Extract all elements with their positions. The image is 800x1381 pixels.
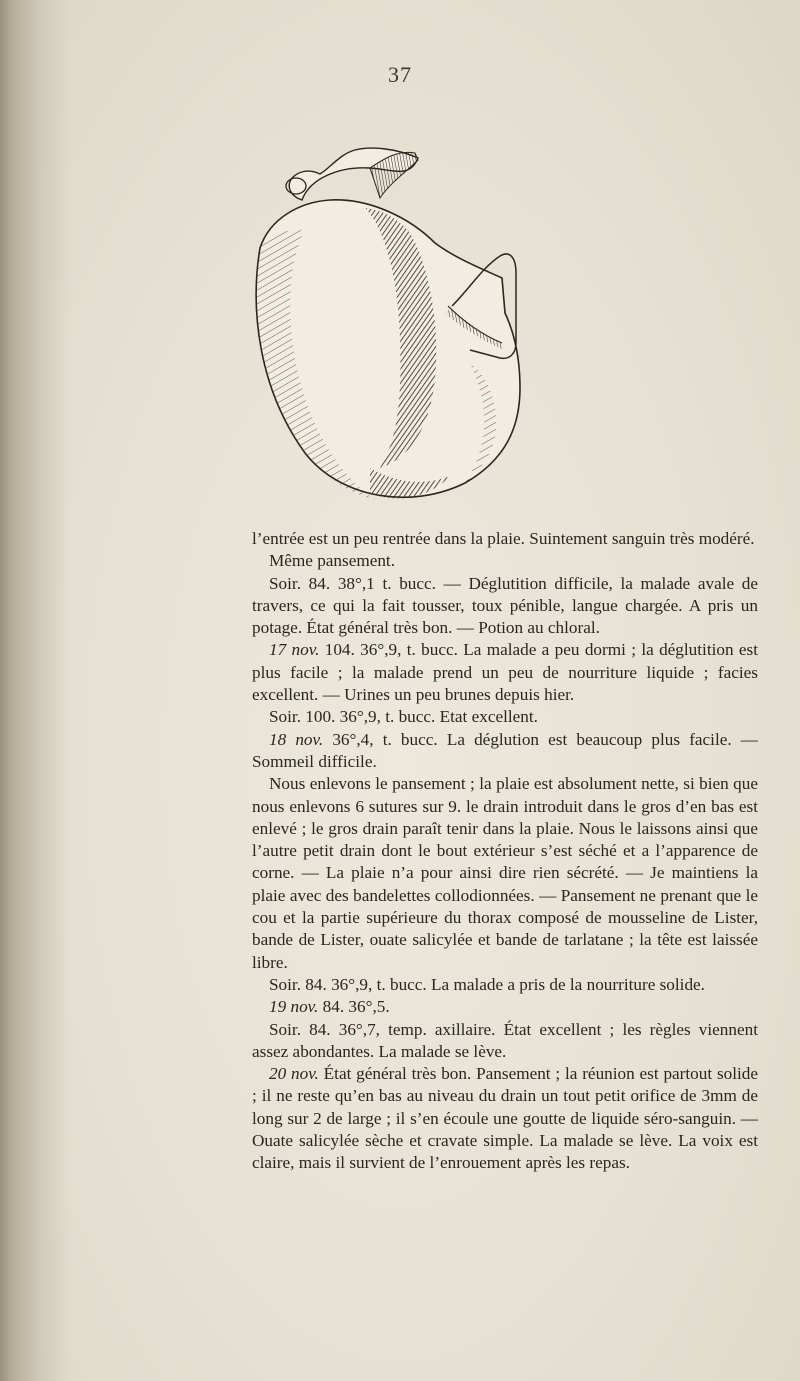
paragraph: [252, 996, 758, 1018]
date-label: 18 nov.: [269, 729, 324, 749]
paragraph: [252, 1063, 758, 1174]
paragraph-text: l’entrée est un peu rentrée dans la plaie. Suintement sanguin très modéré.: [252, 529, 755, 548]
body-text: [252, 528, 758, 1175]
paragraph: [252, 573, 758, 640]
paragraph: [252, 550, 758, 572]
paragraph-text: Soir. 100. 36°,9, t. bucc. Etat excellent.: [269, 707, 538, 727]
paragraph: [252, 706, 758, 728]
paragraph-text: Soir. 84. 36°,9, t. bucc. La malade a pris de la nourriture solide.: [269, 974, 705, 994]
paragraph: [252, 1019, 758, 1064]
paragraph: [252, 974, 758, 996]
paragraph: [252, 528, 758, 550]
paragraph: [252, 639, 758, 706]
paragraph-text: Nous enlevons le pansement ; la plaie est absolument nette, si bien que nous enlevons 6 sutures sur 9. le drain introduit dans le gros d’en bas est enlevé ; le gros drain paraît tenir dans la plaie. Nous le laissons ainsi que l’autre petit drain dont le bout extérieur s’est séché et a l’apparence de corne. — La plaie n’a pour ainsi dire rien sécrété. — Je maintiens la plaie avec des bandelettes collodionnées. — Pansement ne prenant que le cou et la partie supérieure du thorax composé de mousseline de Lister, bande de Lister, ouate salicylée et bande de tarlatane ; la tête est laissée libre.: [252, 774, 758, 972]
anatomical-drawing-icon: [220, 138, 540, 518]
paragraph-text: 84. 36°,5.: [318, 997, 390, 1017]
paragraph-text: 104. 36°,9, t. bucc. La malade a peu dormi ; la déglutition est plus facile ; la malade prend un peu de nourriture liquide ; facies excellent. — Urines un peu brunes depuis hier.: [252, 640, 758, 705]
page-edge-shadow: [0, 0, 70, 1381]
paragraph-text: Soir. 84. 36°,7, temp. axillaire. État excellent ; les règles viennent assez abondantes. La malade se lève.: [252, 1019, 758, 1061]
paragraph-text: État général très bon. Pansement ; la réunion est partout solide ; il ne reste qu’en bas au niveau du drain un tout petit orifice de 3mm de long sur 2 de large ; il s’en écoule une goutte de liquide séro-sanguin. — Ouate salicylée sèche et cravate simple. La malade se lève. La voix est claire, mais il survient de l’enrouement après les repas.: [252, 1064, 759, 1173]
date-label: 20 nov.: [269, 1064, 319, 1084]
page-number: 37: [388, 62, 412, 87]
paragraph-text: Soir. 84. 38°,1 t. bucc. — Déglutition difficile, la malade avale de travers, ce qui la fait tousser, toux pénible, langue chargée. A pris un potage. État général très bon. — Potion au chloral.: [252, 573, 758, 638]
paragraph-text: Même pansement.: [269, 551, 396, 571]
date-label: 17 nov.: [269, 640, 320, 660]
paragraph: [252, 729, 758, 774]
paragraph-text: 36°,4, t. bucc. La déglution est beaucoup plus facile. — Sommeil difficile.: [252, 729, 758, 771]
date-label: 19 nov.: [269, 997, 319, 1017]
paragraph: [252, 773, 758, 974]
